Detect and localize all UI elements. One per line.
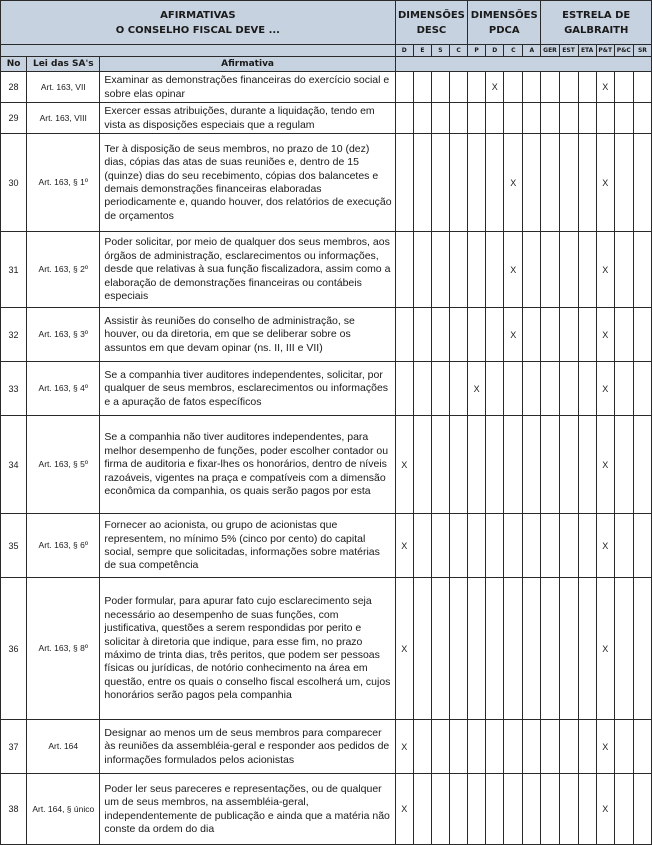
mark-cell	[431, 134, 449, 232]
mark-cell	[468, 134, 486, 232]
mark-cell	[541, 103, 559, 134]
mark-cell	[614, 774, 633, 845]
mark-cell	[559, 232, 578, 308]
mark-cell	[395, 103, 413, 134]
afirmativa-text: Examinar as demonstrações financeiras do exercício social e sobre elas opinar	[100, 72, 395, 103]
table-row	[1, 720, 652, 774]
mark-cell	[468, 232, 486, 308]
afirmativa-text: Assistir às reuniões do conselho de administração, se houver, ou da diretoria, em que se deliberar sobre os assuntos em que devam opinar (ns. II, III e VII)	[100, 308, 395, 362]
mark-cell	[449, 774, 467, 845]
column-header-no: No	[1, 57, 27, 72]
mark-cell	[633, 232, 651, 308]
group-header-pdca: DIMENSÕES PDCA	[468, 1, 541, 45]
mark-cell	[395, 134, 413, 232]
afirmativa-text: Fornecer ao acionista, ou grupo de acionistas que representem, no mínimo 5% (cinco por cento) do capital social, sempre que solicitadas, informações sobre matérias de sua competência	[100, 514, 395, 578]
mark-cell-x: X	[596, 308, 614, 362]
mark-cell	[468, 578, 486, 720]
code-header: C	[504, 45, 523, 57]
mark-cell	[504, 103, 523, 134]
mark-cell	[559, 774, 578, 845]
mark-cell	[614, 720, 633, 774]
mark-cell	[449, 103, 467, 134]
mark-cell-x: X	[504, 308, 523, 362]
mark-cell	[431, 578, 449, 720]
mark-cell	[486, 103, 504, 134]
mark-cell	[541, 134, 559, 232]
group-header-desc: DIMENSÕES DESC	[395, 1, 467, 45]
law-reference: Art. 163, § 4º	[27, 362, 100, 416]
mark-cell	[431, 514, 449, 578]
mark-cell-x: X	[504, 134, 523, 232]
mark-cell	[449, 416, 467, 514]
mark-cell	[523, 134, 541, 232]
mark-cell	[486, 416, 504, 514]
mark-cell	[395, 308, 413, 362]
afirmativa-text: Poder formular, para apurar fato cujo esclarecimento seja necessário ao desempenho de suas funções, com justificativa, questões a serem respondidas por perito e solicitar à diretoria que indique, para esse fim, no prazo máximo de trinta dias, três peritos, que podem ser pessoas físicas ou jurídicas, de notório conhecimento na área em questão, entre os quais o conselho fiscal escolherá um, cujos honorários serão pagos pela companhia	[100, 578, 395, 720]
afirmativa-text: Exercer essas atribuições, durante a liquidação, tendo em vista as disposições especiais que a regulam	[100, 103, 395, 134]
mark-cell	[504, 362, 523, 416]
mark-cell	[486, 134, 504, 232]
row-number: 32	[1, 308, 27, 362]
mark-cell	[633, 72, 651, 103]
mark-cell-x: X	[504, 232, 523, 308]
mark-cell-x: X	[596, 134, 614, 232]
table-body	[1, 72, 652, 845]
mark-cell	[541, 362, 559, 416]
mark-cell	[578, 134, 596, 232]
mark-cell	[504, 578, 523, 720]
mark-cell	[559, 134, 578, 232]
mark-cell	[486, 362, 504, 416]
law-reference: Art. 163, § 1º	[27, 134, 100, 232]
code-header: SR	[633, 45, 651, 57]
mark-cell	[431, 103, 449, 134]
code-header: GER	[541, 45, 559, 57]
mark-cell	[449, 720, 467, 774]
mark-cell	[578, 578, 596, 720]
code-header: D	[486, 45, 504, 57]
mark-cell	[395, 362, 413, 416]
mark-cell	[523, 416, 541, 514]
row-number: 38	[1, 774, 27, 845]
row-number: 37	[1, 720, 27, 774]
mark-cell	[633, 720, 651, 774]
afirmativa-text: Se a companhia não tiver auditores independentes, para melhor desempenho de funções, poder escolher contador ou firma de auditoria e fixar-lhes os honorários, dentro de níveis razoáveis, vigentes na praça e compatíveis com a dimensão econômica da companhia, os quais serão pagos por esta	[100, 416, 395, 514]
mark-cell	[523, 774, 541, 845]
code-header: C	[449, 45, 467, 57]
mark-cell-x: X	[596, 232, 614, 308]
mark-cell	[504, 72, 523, 103]
mark-cell	[449, 578, 467, 720]
code-header: D	[395, 45, 413, 57]
mark-cell	[431, 308, 449, 362]
table-row	[1, 774, 652, 845]
mark-cell	[431, 720, 449, 774]
mark-cell	[633, 308, 651, 362]
mark-cell	[486, 514, 504, 578]
mark-cell-x: X	[486, 72, 504, 103]
mark-cell	[413, 232, 431, 308]
mark-cell	[523, 514, 541, 578]
mark-cell	[413, 416, 431, 514]
mark-cell	[449, 134, 467, 232]
afirmativas-subtitle: O CONSELHO FISCAL DEVE ...	[115, 24, 280, 36]
afirmativas-heading	[1, 1, 396, 45]
mark-cell	[541, 578, 559, 720]
mark-cell	[523, 232, 541, 308]
mark-cell	[614, 308, 633, 362]
mark-cell	[614, 72, 633, 103]
mark-cell-x: X	[596, 72, 614, 103]
row-number: 34	[1, 416, 27, 514]
mark-cell	[559, 103, 578, 134]
law-reference: Art. 163, VIII	[27, 103, 100, 134]
mark-cell	[614, 362, 633, 416]
mark-cell	[523, 103, 541, 134]
mark-cell	[449, 72, 467, 103]
mark-cell	[559, 720, 578, 774]
mark-cell	[578, 514, 596, 578]
afirmativa-text: Poder solicitar, por meio de qualquer dos seus membros, aos órgãos de administração, esclarecimentos ou informações, desde que relativas à sua função fiscalizadora, assim como a elaboração de demonstrações financeiras ou contábeis especiais	[100, 232, 395, 308]
mark-cell	[504, 774, 523, 845]
mark-cell	[413, 362, 431, 416]
mark-cell-x: X	[596, 416, 614, 514]
mark-cell	[413, 308, 431, 362]
code-header: ETA	[578, 45, 596, 57]
group-header-galbraith: ESTRELA DE GALBRAITH	[541, 1, 652, 45]
mark-cell	[413, 720, 431, 774]
blank-subheader	[1, 45, 396, 57]
mark-cell	[559, 72, 578, 103]
mark-cell	[523, 720, 541, 774]
mark-cell	[614, 578, 633, 720]
row-number: 28	[1, 72, 27, 103]
mark-cell	[541, 416, 559, 514]
mark-cell	[633, 774, 651, 845]
mark-cell	[578, 232, 596, 308]
afirmativa-text: Se a companhia tiver auditores independentes, solicitar, por qualquer de seus membros, esclarecimentos ou informações e a apuração de fatos específicos	[100, 362, 395, 416]
mark-cell	[431, 232, 449, 308]
mark-cell	[449, 514, 467, 578]
afirmativas-title: AFIRMATIVAS	[160, 9, 236, 21]
row-number: 33	[1, 362, 27, 416]
mark-cell	[559, 514, 578, 578]
afirmativa-text: Poder ler seus pareceres e representações, ou de qualquer um de seus membros, na assembléia-geral, independentemente de publicação e ainda que a matéria não conste da ordem do dia	[100, 774, 395, 845]
mark-cell	[578, 720, 596, 774]
mark-cell-x: X	[596, 774, 614, 845]
mark-cell	[596, 103, 614, 134]
code-header: A	[523, 45, 541, 57]
mark-cell	[614, 514, 633, 578]
mark-cell	[541, 720, 559, 774]
mark-cell	[614, 134, 633, 232]
mark-cell	[541, 774, 559, 845]
code-header: P	[468, 45, 486, 57]
mark-cell	[486, 578, 504, 720]
table-header	[1, 1, 652, 72]
mark-cell	[413, 578, 431, 720]
table-row	[1, 103, 652, 134]
mark-cell	[614, 232, 633, 308]
mark-cell-x: X	[596, 362, 614, 416]
mark-cell-x: X	[468, 362, 486, 416]
mark-cell	[431, 72, 449, 103]
row-number: 31	[1, 232, 27, 308]
mark-cell	[559, 578, 578, 720]
column-header-lei: Lei das SA's	[27, 57, 100, 72]
mark-cell	[541, 72, 559, 103]
mark-cell	[633, 416, 651, 514]
mark-cell	[523, 308, 541, 362]
row-number: 36	[1, 578, 27, 720]
mark-cell-x: X	[395, 416, 413, 514]
mark-cell	[633, 578, 651, 720]
table-row	[1, 578, 652, 720]
mark-cell	[541, 232, 559, 308]
mark-cell	[559, 362, 578, 416]
mark-cell	[578, 774, 596, 845]
code-header: P&T	[596, 45, 614, 57]
code-header: P&C	[614, 45, 633, 57]
table-row	[1, 72, 652, 103]
table-row	[1, 134, 652, 232]
mark-cell	[468, 103, 486, 134]
mark-cell	[449, 308, 467, 362]
mark-cell-x: X	[596, 720, 614, 774]
mark-cell	[504, 720, 523, 774]
mark-cell	[413, 103, 431, 134]
mark-cell	[633, 514, 651, 578]
mark-cell	[504, 514, 523, 578]
row-number: 29	[1, 103, 27, 134]
law-reference: Art. 163, § 6º	[27, 514, 100, 578]
table-row	[1, 514, 652, 578]
mark-cell-x: X	[395, 578, 413, 720]
mark-cell	[486, 308, 504, 362]
mark-cell	[614, 416, 633, 514]
mark-cell	[541, 514, 559, 578]
mark-cell	[468, 416, 486, 514]
mark-cell	[413, 514, 431, 578]
mark-cell	[578, 362, 596, 416]
mark-cell	[633, 134, 651, 232]
law-reference: Art. 163, § 2º	[27, 232, 100, 308]
mark-cell-x: X	[395, 774, 413, 845]
code-header: EST	[559, 45, 578, 57]
mark-cell	[633, 103, 651, 134]
law-reference: Art. 163, § 8º	[27, 578, 100, 720]
mark-cell	[559, 416, 578, 514]
law-reference: Art. 163, § 3º	[27, 308, 100, 362]
row-number: 35	[1, 514, 27, 578]
blank-column-header	[395, 57, 651, 72]
mark-cell	[413, 72, 431, 103]
mark-cell	[578, 72, 596, 103]
mark-cell	[449, 362, 467, 416]
mark-cell	[431, 774, 449, 845]
mark-cell-x: X	[596, 514, 614, 578]
mark-cell	[578, 416, 596, 514]
mark-cell	[468, 72, 486, 103]
code-header: E	[413, 45, 431, 57]
mark-cell	[468, 308, 486, 362]
mark-cell	[578, 308, 596, 362]
mark-cell-x: X	[395, 720, 413, 774]
row-number: 30	[1, 134, 27, 232]
mark-cell	[486, 720, 504, 774]
table-row	[1, 308, 652, 362]
mark-cell	[468, 514, 486, 578]
mark-cell	[413, 774, 431, 845]
mark-cell	[468, 774, 486, 845]
mark-cell	[431, 416, 449, 514]
mark-cell	[541, 308, 559, 362]
table-row	[1, 416, 652, 514]
mark-cell	[504, 416, 523, 514]
mark-cell	[523, 578, 541, 720]
mark-cell	[395, 72, 413, 103]
mark-cell	[413, 134, 431, 232]
mark-cell	[449, 232, 467, 308]
table-row	[1, 232, 652, 308]
law-reference: Art. 164, § único	[27, 774, 100, 845]
law-reference: Art. 164	[27, 720, 100, 774]
mark-cell-x: X	[395, 514, 413, 578]
law-reference: Art. 163, VII	[27, 72, 100, 103]
afirmativa-text: Designar ao menos um de seus membros para comparecer às reuniões da assembléia-geral e responder aos pedidos de informações formulados pelos acionistas	[100, 720, 395, 774]
mark-cell	[614, 103, 633, 134]
mark-cell	[395, 232, 413, 308]
mark-cell	[486, 774, 504, 845]
column-header-afirmativa: Afirmativa	[100, 57, 395, 72]
mark-cell	[559, 308, 578, 362]
afirmativa-text: Ter à disposição de seus membros, no prazo de 10 (dez) dias, cópias das atas de suas reuniões e, dentro de 15 (quinze) dias do seu recebimento, cópias dos balancetes e demais demonstrações financeiras elaboradas periodicamente e, quando houver, dos relatórios de execução de orçamentos	[100, 134, 395, 232]
mark-cell	[486, 232, 504, 308]
mark-cell	[523, 72, 541, 103]
mark-cell	[578, 103, 596, 134]
table-row	[1, 362, 652, 416]
mark-cell	[633, 362, 651, 416]
mark-cell-x: X	[596, 578, 614, 720]
law-reference: Art. 163, § 5º	[27, 416, 100, 514]
mark-cell	[468, 720, 486, 774]
mark-cell	[523, 362, 541, 416]
mark-cell	[431, 362, 449, 416]
code-header: S	[431, 45, 449, 57]
